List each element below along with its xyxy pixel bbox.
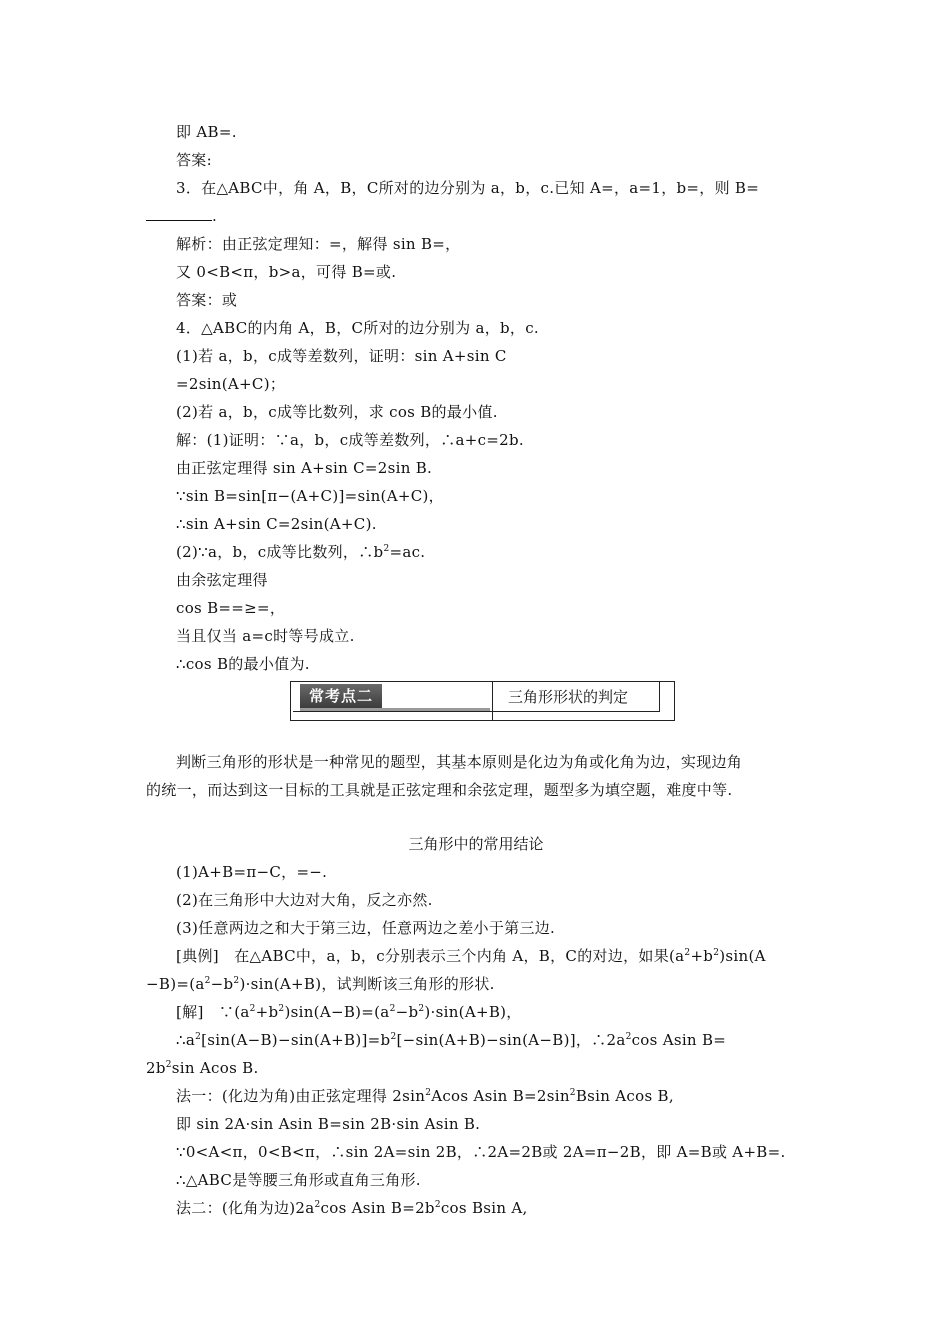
section-title: 三角形形状的判定 xyxy=(508,688,629,706)
example-line xyxy=(176,946,766,966)
superscript: 2 xyxy=(233,976,240,986)
superscript: 2 xyxy=(569,1088,576,1098)
solution-line xyxy=(146,1058,259,1078)
superscript: 2 xyxy=(204,976,211,986)
example-line xyxy=(146,974,495,994)
superscript: 2 xyxy=(249,1004,256,1014)
text-segment: Bsin Acos B, xyxy=(575,1087,674,1105)
text-line: ∵0<A<π，0<B<π，∴sin 2A=sin 2B，∴2A=2B或 2A=π−2B，即 A=B或 A+B=. xyxy=(176,1143,786,1161)
text-segment: (2)∵a，b，c成等比数列，∴b xyxy=(176,543,384,561)
problem-4-part-2: (2)若 a，b，c成等比数列，求 cos B的最小值. xyxy=(176,403,498,421)
text-segment: )sin(A−B)=(a xyxy=(284,1003,390,1021)
text-segment: [典例] 在△ABC中，a，b，c分别表示三个内角 A，B，C的对边，如果(a xyxy=(176,947,685,965)
superscript: 2 xyxy=(195,1032,202,1042)
superscript: 2 xyxy=(390,1032,397,1042)
answer-line: 答案：或 xyxy=(176,291,238,309)
text-segment: )sin(A xyxy=(719,947,766,965)
conclusion-2: (2)在三角形中大边对大角，反之亦然. xyxy=(176,891,433,909)
text-segment: −b xyxy=(395,1003,419,1021)
text-segment: cos Bsin A, xyxy=(440,1199,528,1217)
text-segment: −b xyxy=(210,975,234,993)
text-segment: Acos Asin B=2sin xyxy=(431,1087,570,1105)
text-segment: sin Acos B. xyxy=(171,1059,259,1077)
superscript: 2 xyxy=(625,1032,632,1042)
superscript: 2 xyxy=(713,948,720,958)
text-segment: +b xyxy=(690,947,714,965)
superscript: 2 xyxy=(684,948,691,958)
section-tag-strip xyxy=(300,708,490,711)
blank-period: . xyxy=(212,207,218,225)
section-tag: 常考点二 xyxy=(300,684,382,708)
problem-4: 4．△ABC的内角 A，B，C所对的边分别为 a，b，c. xyxy=(176,319,539,337)
text-line: cos B==≥=， xyxy=(176,599,286,617)
superscript: 2 xyxy=(425,1088,432,1098)
text-line: ∴△ABC是等腰三角形或直角三角形. xyxy=(176,1171,421,1189)
solution-line xyxy=(176,1030,726,1050)
text-line: ∴sin A+sin C=2sin(A+C). xyxy=(176,515,377,533)
text-segment: =ac. xyxy=(389,543,426,561)
text-segment: cos Asin B=2b xyxy=(320,1199,435,1217)
text-segment: [−sin(A+B)−sin(A−B)]，∴2a xyxy=(396,1031,626,1049)
text-segment: 2b xyxy=(146,1059,166,1077)
text-line: 由余弦定理得 xyxy=(176,571,268,589)
answer-blank-line xyxy=(146,206,217,226)
text-line: ∴cos B的最小值为. xyxy=(176,655,310,673)
text-line: 又 0<B<π，b>a，可得 B=或. xyxy=(176,263,397,281)
text-segment: ∴a xyxy=(176,1031,196,1049)
solution-line xyxy=(176,1002,522,1022)
superscript: 2 xyxy=(434,1200,441,1210)
text-line: 当且仅当 a=c时等号成立. xyxy=(176,627,355,645)
text-line: ∵sin B=sin[π−(A+C)]=sin(A+C)， xyxy=(176,487,444,505)
text-line: 由正弦定理得 sin A+sin C=2sin B. xyxy=(176,459,433,477)
text-segment: )·sin(A+B)， xyxy=(424,1003,522,1021)
analysis-line: 解析：由正弦定理知：=，解得 sin B=， xyxy=(176,235,461,253)
sub-heading: 三角形中的常用结论 xyxy=(408,835,544,853)
superscript: 2 xyxy=(314,1200,321,1210)
superscript: 2 xyxy=(278,1004,285,1014)
section-box-line xyxy=(659,681,660,712)
method-2-line xyxy=(176,1198,528,1218)
text-segment: )·sin(A+B)，试判断该三角形的形状. xyxy=(239,975,495,993)
text-line xyxy=(176,542,425,562)
text-segment: +b xyxy=(255,1003,279,1021)
text-line: 即 sin 2A·sin Asin B=sin 2B·sin Asin B. xyxy=(176,1115,481,1133)
text-segment: 法二：(化角为边)2a xyxy=(176,1199,315,1217)
solution-line: 解：(1)证明：∵a，b，c成等差数列，∴a+c=2b. xyxy=(176,431,524,449)
superscript: 2 xyxy=(383,544,390,554)
problem-4-part-1: (1)若 a，b，c成等差数列，证明：sin A+sin C xyxy=(176,347,507,365)
superscript: 2 xyxy=(418,1004,425,1014)
method-1-line xyxy=(176,1086,674,1106)
section-box-divider xyxy=(492,681,493,721)
intro-paragraph-line: 的统一，而达到这一目标的工具就是正弦定理和余弦定理，题型多为填空题，难度中等. xyxy=(146,781,733,799)
text-segment: [sin(A−B)−sin(A+B)]=b xyxy=(201,1031,391,1049)
text-line: 即 AB=. xyxy=(176,123,237,141)
problem-3: 3．在△ABC中，角 A，B，C所对的边分别为 a，b，c.已知 A=，a=1，b=，则 B= xyxy=(176,179,760,197)
section-box-line xyxy=(293,711,659,712)
intro-paragraph-line: 判断三角形的形状是一种常见的题型，其基本原则是化边为角或化角为边，实现边角 xyxy=(176,753,743,771)
superscript: 2 xyxy=(165,1060,172,1070)
conclusion-1: (1)A+B=π−C，=−. xyxy=(176,863,328,881)
text-segment: cos Asin B= xyxy=(631,1031,727,1049)
superscript: 2 xyxy=(389,1004,396,1014)
text-segment: 法一：(化边为角)由正弦定理得 2sin xyxy=(176,1087,426,1105)
answer-blank xyxy=(146,206,212,221)
text-line: =2sin(A+C)； xyxy=(176,375,286,393)
text-segment: −B)=(a xyxy=(146,975,205,993)
answer-label: 答案: xyxy=(176,151,212,169)
text-segment: [解] ∵(a xyxy=(176,1003,250,1021)
conclusion-3: (3)任意两边之和大于第三边，任意两边之差小于第三边. xyxy=(176,919,556,937)
